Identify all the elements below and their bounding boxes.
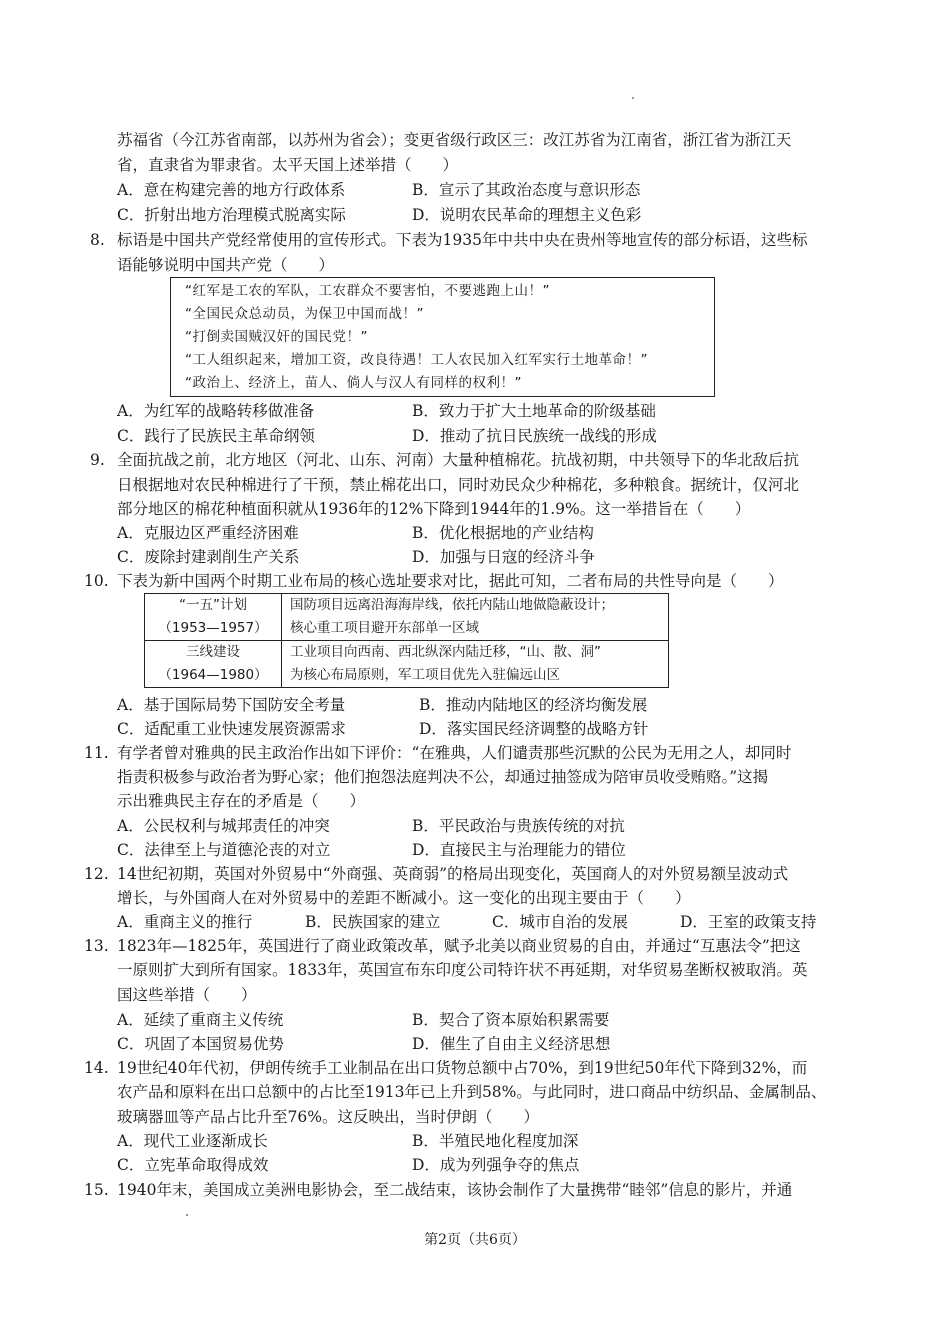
requirement-line: 工业项目向西南、西北纵深内陆迁移，“山、散、洞” (290, 644, 601, 660)
scan-speck (186, 1214, 188, 1216)
q13-line-3: 国这些举措（ ） (117, 986, 257, 1004)
requirement-line: 国防项目远离沿海海岸线，依托内陆山地做隐蔽设计； (290, 597, 614, 613)
slogan-4: “工人组织起来，增加工资，改良待遇！工人农民加入红军实行土地革命！” (185, 352, 648, 368)
q7-line-1: 苏福省（今江苏省南部，以苏州为省会）；变更省级行政区三：改江苏省为江南省，浙江省为浙江天 (117, 131, 792, 149)
q10-number: 10. (84, 572, 109, 590)
q9-number: 9. (90, 451, 105, 469)
q7-option-c[interactable]: C．折射出地方治理模式脱离实际 (117, 206, 346, 224)
q7-line-2: 省，直隶省为罪隶省。太平天国上述举措（ ） (117, 156, 459, 174)
q14-line-2: 农产品和原料在出口总额中的占比至1913年已上升到58%。与此同时，进口商品中纺织品、金属制品、 (117, 1083, 827, 1101)
q14-line-3: 玻璃器皿等产品占比升至76%。这反映出，当时伊朗（ ） (117, 1108, 539, 1126)
table-row (145, 594, 669, 641)
q8-number: 8. (90, 231, 105, 249)
scan-speck (632, 97, 634, 99)
period-years: （1964—1980） (158, 667, 268, 683)
q15-line-1: 1940年末，美国成立美洲电影协会，至二战结束，该协会制作了大量携带“睦邻”信息的影片，并通 (117, 1181, 793, 1199)
q11-line-2: 指责积极参与政治者为野心家；他们抱怨法庭判决不公，却通过抽签成为陪审员收受贿赂。”这揭 (117, 768, 769, 786)
q8-option-a[interactable]: A．为红军的战略转移做准备 (117, 402, 315, 420)
period-name: 三线建设 (186, 644, 240, 660)
q10-option-b[interactable]: B．推动内陆地区的经济均衡发展 (419, 696, 648, 714)
q9-option-c[interactable]: C．废除封建剥削生产关系 (117, 548, 300, 566)
q8-option-c[interactable]: C．践行了民族民主革命纲领 (117, 427, 315, 445)
q8-line-1: 标语是中国共产党经常使用的宣传形式。下表为1935年中共中央在贵州等地宣传的部分标语，这些标 (117, 231, 808, 249)
table-row (145, 641, 669, 688)
slogan-1: “红军是工农的军队，工农群众不要害怕，不要逃跑上山！” (185, 283, 550, 299)
slogan-box (170, 277, 715, 397)
q11-line-3: 示出雅典民主存在的矛盾是（ ） (117, 792, 366, 810)
q13-line-2: 一原则扩大到所有国家。1833年，英国宣布东印度公司特许状不再延期，对华贸易垄断权被取消。英 (117, 961, 808, 979)
q10-option-d[interactable]: D．落实国民经济调整的战略方针 (419, 720, 649, 738)
q14-line-1: 19世纪40年代初，伊朗传统手工业制品在出口货物总额中占70%，到19世纪50年代下降到32%，而 (117, 1059, 808, 1077)
q9-option-b[interactable]: B．优化根据地的产业结构 (412, 524, 594, 542)
q8-line-2: 语能够说明中国共产党（ ） (117, 256, 335, 274)
q12-line-1: 14世纪初期，英国对外贸易中“外商强、英商弱”的格局出现变化，英国商人的对外贸易额呈波动式 (117, 865, 789, 883)
requirement-cell (282, 641, 669, 688)
q14-option-a[interactable]: A．现代工业逐渐成长 (117, 1132, 268, 1150)
q11-line-1: 有学者曾对雅典的民主政治作出如下评价：“在雅典，人们谴责那些沉默的公民为无用之人，却同时 (117, 744, 792, 762)
q13-option-a[interactable]: A．延续了重商主义传统 (117, 1011, 284, 1029)
layout-comparison-table (144, 593, 669, 688)
slogan-5: “政治上、经济上，苗人、倘人与汉人有同样的权利！” (185, 375, 522, 391)
q9-option-d[interactable]: D．加强与日寇的经济斗争 (412, 548, 595, 566)
q14-option-b[interactable]: B．半殖民地化程度加深 (412, 1132, 579, 1150)
period-cell (145, 641, 282, 688)
q12-option-c[interactable]: C．城市自治的发展 (492, 913, 628, 931)
q7-option-b[interactable]: B．宣示了其政治态度与意识形态 (412, 181, 641, 199)
q9-option-a[interactable]: A．克服边区严重经济困难 (117, 524, 299, 542)
q12-option-a[interactable]: A．重商主义的推行 (117, 913, 253, 931)
q14-option-d[interactable]: D．成为列强争夺的焦点 (412, 1156, 580, 1174)
q11-option-c[interactable]: C．法律至上与道德沦丧的对立 (117, 841, 331, 859)
q11-number: 11. (84, 744, 109, 762)
requirement-line: 为核心布局原则，军工项目优先入驻偏远山区 (290, 667, 560, 683)
q9-line-2: 日根据地对农民种棉进行了干预，禁止棉花出口，同时劝民众少种棉花，多种粮食。据统计，仅河北 (117, 476, 800, 494)
q12-option-b[interactable]: B．民族国家的建立 (305, 913, 441, 931)
q13-option-d[interactable]: D．催生了自由主义经济思想 (412, 1035, 611, 1053)
q8-option-d[interactable]: D．推动了抗日民族统一战线的形成 (412, 427, 657, 445)
q9-line-1: 全面抗战之前，北方地区（河北、山东、河南）大量种植棉花。抗战初期，中共领导下的华北敌后抗 (117, 451, 800, 469)
q12-line-2: 增长，与外国商人在对外贸易中的差距不断减小。这一变化的出现主要由于（ ） (117, 889, 691, 907)
q13-option-c[interactable]: C．巩固了本国贸易优势 (117, 1035, 284, 1053)
requirement-cell (282, 594, 669, 641)
q9-line-3: 部分地区的棉花种植面积就从1936年的12%下降到1944年的1.9%。这一举措旨在（ ） (117, 500, 751, 518)
q11-option-a[interactable]: A．公民权利与城邦责任的冲突 (117, 817, 330, 835)
q15-number: 15. (84, 1181, 109, 1199)
q10-option-c[interactable]: C．适配重工业快速发展资源需求 (117, 720, 346, 738)
slogan-2: “全国民众总动员，为保卫中国而战！” (185, 306, 424, 322)
period-name: “一五”计划 (179, 597, 247, 613)
slogan-3: “打倒卖国贼汉奸的国民党！” (185, 329, 368, 345)
requirement-line: 核心重工项目避开东部单一区域 (290, 620, 479, 636)
q13-number: 13. (84, 937, 109, 955)
q14-number: 14. (84, 1059, 109, 1077)
q13-option-b[interactable]: B．契合了资本原始积累需要 (412, 1011, 610, 1029)
q12-option-d[interactable]: D．王室的政策支持 (680, 913, 817, 931)
q7-option-d[interactable]: D．说明农民革命的理想主义色彩 (412, 206, 642, 224)
period-years: （1953—1957） (158, 620, 268, 636)
page-footer: 第2页（共6页） (424, 1232, 526, 1248)
q11-option-b[interactable]: B．平民政治与贵族传统的对抗 (412, 817, 625, 835)
q14-option-c[interactable]: C．立宪革命取得成效 (117, 1156, 269, 1174)
q10-option-a[interactable]: A．基于国际局势下国防安全考量 (117, 696, 346, 714)
q8-option-b[interactable]: B．致力于扩大土地革命的阶级基础 (412, 402, 656, 420)
q12-number: 12. (84, 865, 109, 883)
q13-line-1: 1823年—1825年，英国进行了商业政策改革，赋予北美以商业贸易的自由，并通过“互惠法令”把这 (117, 937, 801, 955)
period-cell (145, 594, 282, 641)
q11-option-d[interactable]: D．直接民主与治理能力的错位 (412, 841, 626, 859)
q10-line-1: 下表为新中国两个时期工业布局的核心选址要求对比，据此可知，二者布局的共性导向是（ ） (117, 572, 784, 590)
q7-option-a[interactable]: A．意在构建完善的地方行政体系 (117, 181, 346, 199)
